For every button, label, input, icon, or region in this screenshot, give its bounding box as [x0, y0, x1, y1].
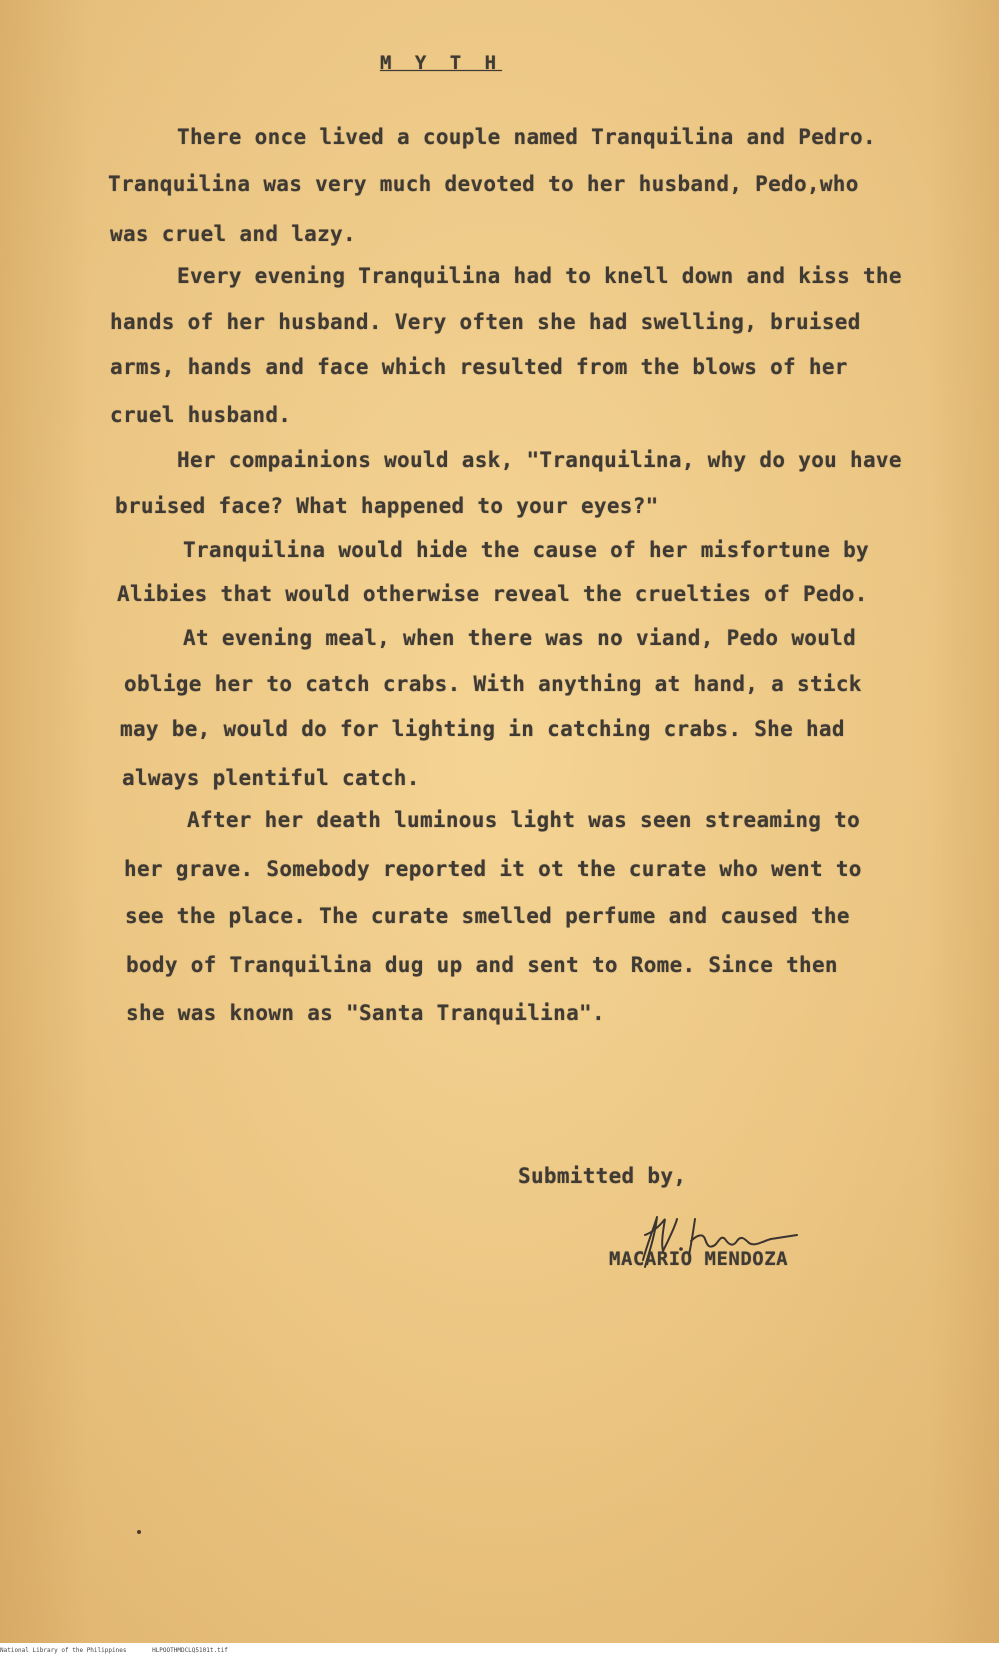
text-line: she was known as "Santa Tranquilina". [126, 1001, 605, 1025]
text-line: There once lived a couple named Tranquilina and Pedro. [177, 125, 876, 149]
text-line: Alibies that would otherwise reveal the cruelties of Pedo. [117, 582, 868, 606]
text-line: was cruel and lazy. [110, 222, 356, 246]
text-line: always plentiful catch. [122, 766, 420, 790]
scan-footer [0, 1643, 999, 1658]
text-line: oblige her to catch crabs. With anything at hand, a stick [124, 672, 862, 696]
text-line: cruel husband. [110, 403, 292, 427]
text-line: Tranquilina was very much devoted to her husband, Pedo,who [108, 172, 859, 196]
text-line: Her compainions would ask, "Tranquilina, why do you have [177, 448, 902, 472]
text-line: her grave. Somebody reported it ot the curate who went to [124, 857, 862, 881]
text-line: After her death luminous light was seen streaming to [187, 808, 861, 832]
text-line: see the place. The curate smelled perfume and caused the [125, 904, 850, 928]
text-line: Tranquilina would hide the cause of her misfortune by [183, 538, 869, 562]
file-id-label: HLPOOTHMDCLQ5101t.tif [152, 1647, 228, 1654]
text-line: arms, hands and face which resulted from the blows of her [110, 355, 848, 379]
author-name: MACARIO MENDOZA [609, 1248, 789, 1270]
submitted-by-label: Submitted by, [518, 1164, 687, 1188]
document-title: M Y T H [380, 52, 503, 74]
text-line: At evening meal, when there was no viand, Pedo would [183, 626, 857, 650]
text-line: hands of her husband. Very often she had swelling, bruised [110, 310, 861, 334]
text-line: Every evening Tranquilina had to knell down and kiss the [177, 264, 902, 288]
text-line: may be, would do for lighting in catching crabs. She had [120, 717, 845, 741]
library-label: National Library of the Philippines [0, 1647, 127, 1654]
text-line: body of Tranquilina dug up and sent to Rome. Since then [126, 953, 838, 977]
text-line: bruised face? What happened to your eyes?" [115, 494, 659, 518]
ink-speck [137, 1530, 141, 1534]
